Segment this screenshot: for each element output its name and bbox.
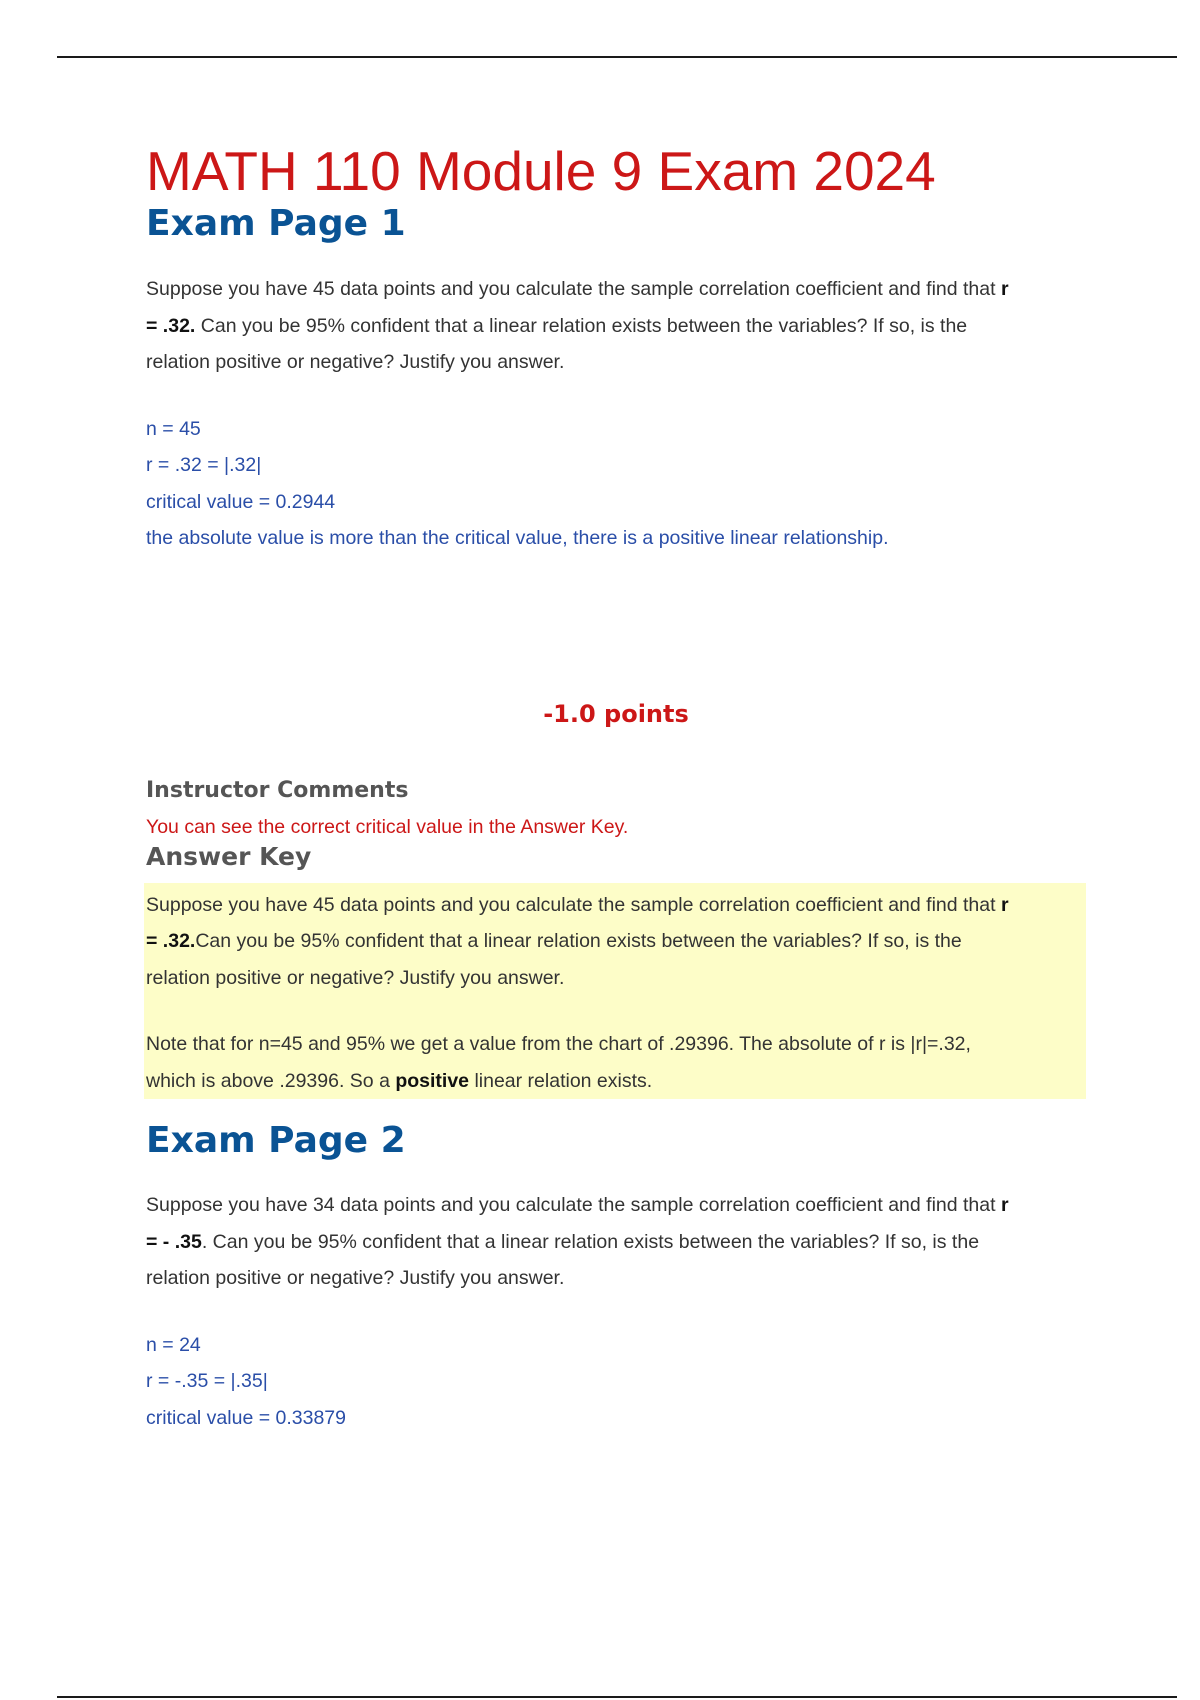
page1-question-line3: relation positive or negative? Justify you answer. xyxy=(146,351,565,373)
page2-question-line3: relation positive or negative? Justify you answer. xyxy=(146,1267,565,1289)
page1-question-line1: Suppose you have 45 data points and you calculate the sample correlation coefficient and find that xyxy=(146,278,1001,300)
page1-response-line: critical value = 0.2944 xyxy=(146,490,336,513)
exam-page-2-heading: Exam Page 2 xyxy=(146,1120,406,1161)
page2-question xyxy=(146,1187,1086,1297)
answer-key-line3: relation positive or negative? Justify you answer. xyxy=(146,966,565,989)
answer-key-note-line2a: which is above .29396. So a xyxy=(146,1069,396,1092)
answer-key-note-line2b: linear relation exists. xyxy=(469,1069,653,1092)
page2-question-line1: Suppose you have 34 data points and you calculate the sample correlation coefficient and find that xyxy=(146,1194,1001,1216)
top-rule xyxy=(57,56,1177,58)
page1-question-r: r xyxy=(1000,278,1009,300)
page1-response-line: r = .32 = |.32| xyxy=(146,454,262,476)
bottom-rule xyxy=(57,1696,1177,1698)
page2-question-r-value: = - .35 xyxy=(146,1230,202,1253)
instructor-comments-heading: Instructor Comments xyxy=(146,777,409,803)
instructor-comment: You can see the correct critical value in the Answer Key. xyxy=(146,815,629,838)
answer-key-heading: Answer Key xyxy=(146,841,312,871)
answer-key-r: r xyxy=(1000,893,1009,916)
page2-question-line2: . Can you be 95% confident that a linear relation exists between the variables? If so, is the xyxy=(201,1230,980,1253)
points-deduction: -1.0 points xyxy=(543,699,689,728)
page2-response-line: n = 24 xyxy=(146,1333,201,1356)
page2-response-line: critical value = 0.33879 xyxy=(146,1406,346,1429)
page1-question-line2: Can you be 95% confident that a linear relation exists between the variables? If so, is the xyxy=(195,314,968,337)
page2-response xyxy=(146,1327,1086,1437)
document-title: MATH 110 Module 9 Exam 2024 xyxy=(146,140,936,202)
answer-key-r-value: = .32. xyxy=(146,930,196,952)
document-body xyxy=(146,140,1086,1436)
page1-response-line: the absolute value is more than the critical value, there is a positive linear relationship. xyxy=(146,527,889,549)
page1-response-line: n = 45 xyxy=(146,417,201,440)
page2-response-line: r = -.35 = |.35| xyxy=(146,1370,268,1392)
answer-key-line2: Can you be 95% confident that a linear relation exists between the variables? If so, is the xyxy=(195,930,962,952)
exam-page-1-heading: Exam Page 1 xyxy=(146,203,406,244)
answer-key-note-line1: Note that for n=45 and 95% we get a value from the chart of .29396. The absolute of r is |r|=.32, xyxy=(146,1033,971,1055)
page2-question-r: r xyxy=(1000,1194,1009,1216)
answer-key-note-positive: positive xyxy=(395,1069,470,1092)
answer-key-box xyxy=(144,883,1086,1100)
page1-response xyxy=(146,411,1086,557)
answer-key-note xyxy=(146,1026,1082,1099)
page1-question-r-value: = .32. xyxy=(146,314,196,337)
answer-key-line1: Suppose you have 45 data points and you calculate the sample correlation coefficient and find that xyxy=(146,893,1001,916)
answer-key-question xyxy=(146,887,1082,997)
page1-question xyxy=(146,271,1086,381)
